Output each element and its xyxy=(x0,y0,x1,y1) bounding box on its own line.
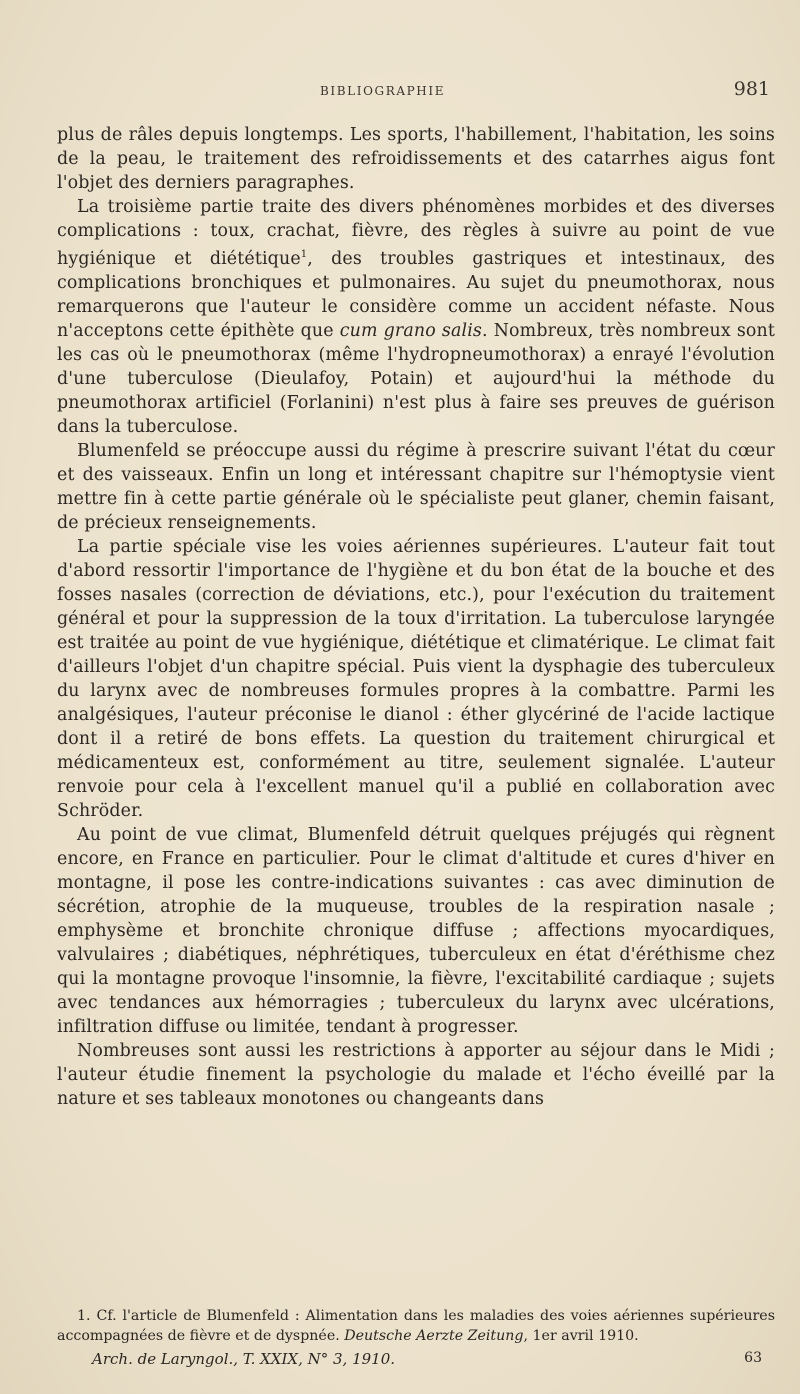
footnote-text: Cf. l'article de Blumenfeld : Alimentation dans les maladies des voies aériennes supérieures accompagnées de fièvre et de dyspnée. xyxy=(57,1308,775,1344)
body-text xyxy=(57,123,775,1111)
page-header xyxy=(60,78,774,108)
italic-phrase: cum grano salis xyxy=(339,320,482,341)
paragraph: Blumenfeld se préoccupe aussi du régime à prescrire suivant l'état du cœur et des vaisseaux. Enfin un long et intéressant chapitre sur l'hémoptysie vient mettre fin à cette partie générale où le spécialiste peut glaner, chemin faisant, de précieux renseignements. xyxy=(57,440,775,533)
page-number: 981 xyxy=(733,78,770,100)
journal-citation: Arch. de Laryngol., T. XXIX, N° 3, 1910. xyxy=(92,1350,396,1368)
footnote-ref: 1 xyxy=(300,249,308,260)
paragraph xyxy=(57,195,775,439)
paragraph: Au point de vue climat, Blumenfeld détruit quelques préjugés qui règnent encore, en France en particulier. Pour le climat d'altitude et cures d'hiver en montagne, il pose les contre-indications suivantes : cas avec diminution de sécrétion, atrophie de la muqueuse, troubles de la respiration nasale ; emphysème et bronchite chronique diffuse ; affections myocardiques, valvulaires ; diabétiques, néphrétiques, tuberculeux en état d'éréthisme chez qui la montagne provoque l'insomnie, la fièvre, l'excitabilité cardiaque ; sujets avec tendances aux hémorragies ; tuberculeux du larynx avec ulcérations, infiltration diffuse ou limitée, tendant à progresser. xyxy=(57,824,775,1037)
footnote-text-end: , 1er avril 1910. xyxy=(523,1328,639,1344)
footnotes xyxy=(57,1306,775,1346)
text-run: La troisième partie traite des divers phénomènes morbides et des diverses complications : toux, crachat, fièvre, des règles à suivre au point de vue hygiénique et diététique xyxy=(57,197,775,269)
footnote-number: 1. xyxy=(77,1308,91,1324)
paragraph: Nombreuses sont aussi les restrictions à apporter au séjour dans le Midi ; l'auteur étudie finement la psychologie du malade et l'écho éveillé par la nature et ses tableaux monotones ou changeants dans xyxy=(57,1040,775,1109)
text-run: , des troubles gastriques et intestinaux, des complications bronchiques et pulmonaires. Au sujet du pneumothorax, nous remarquerons que l'auteur le considère comme un accident néfaste. Nous n'acceptons cette épithète que xyxy=(57,248,775,341)
page-footer xyxy=(92,1350,762,1372)
footnote-italic: Deutsche Aerzte Zeitung xyxy=(344,1328,524,1344)
running-title: BIBLIOGRAPHIE xyxy=(320,84,446,98)
footnote xyxy=(57,1306,775,1346)
signature-mark: 63 xyxy=(744,1350,762,1366)
paragraph: La partie spéciale vise les voies aériennes supérieures. L'auteur fait tout d'abord ressortir l'importance de l'hygiène et du bon état de la bouche et des fosses nasales (correction de déviations, etc.), pour l'exécution du traitement général et pour la suppression de la toux d'irritation. La tuberculose laryngée est traitée au point de vue hygiénique, diététique et climatérique. Le climat fait d'ailleurs l'objet d'un chapitre spécial. Puis vient la dysphagie des tuberculeux du larynx avec de nombreuses formules propres à la combattre. Parmi les analgésiques, l'auteur préconise le dianol : éther glycériné de l'acide lactique dont il a retiré de bons effets. La question du traitement chirurgical et médicamenteux est, conformément au titre, seulement signalée. L'auteur renvoie pour cela à l'excellent manuel qu'il a publié en collaboration avec Schröder. xyxy=(57,536,775,821)
paragraph: plus de râles depuis longtemps. Les sports, l'habillement, l'habitation, les soins de la peau, le traitement des refroidissements et des catarrhes aigus font l'objet des derniers paragraphes. xyxy=(57,125,775,193)
text-run: . Nombreux, très nombreux sont les cas où le pneumothorax (même l'hydropneumothorax) a enrayé l'évolution d'une tuberculose (Dieulafoy, Potain) et aujourd'hui la méthode du pneumothorax artificiel (Forlanini) n'est plus à faire ses preuves de guérison dans la tuberculose. xyxy=(57,320,776,437)
